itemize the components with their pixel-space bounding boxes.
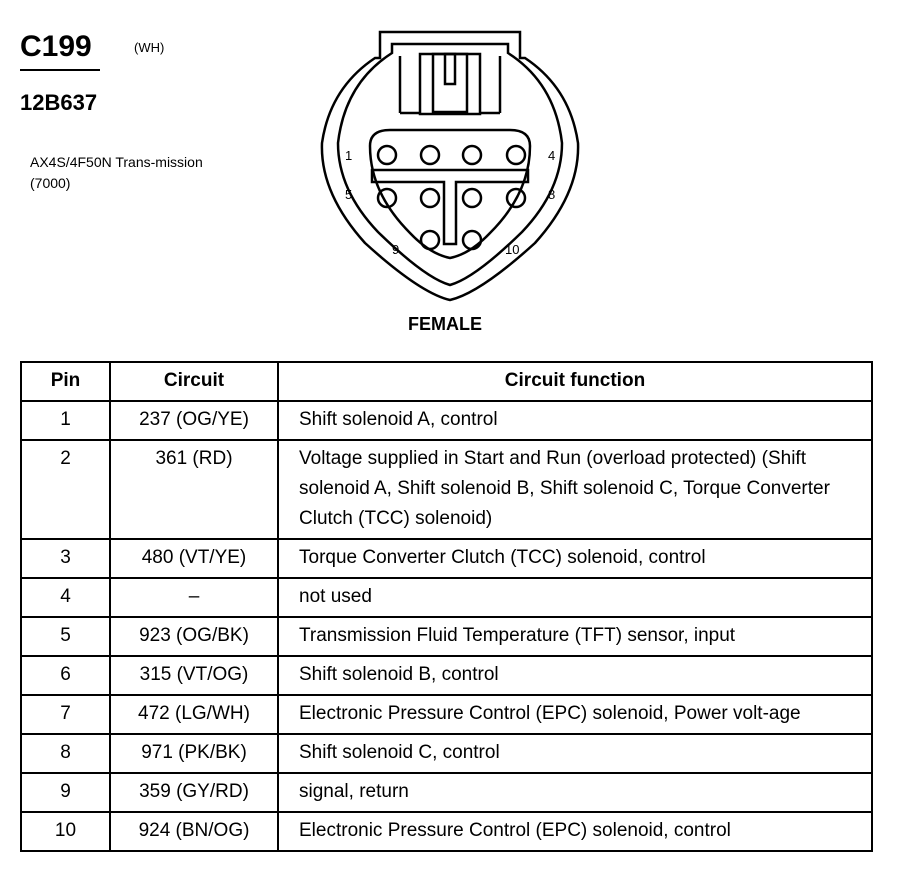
function-cell: Shift solenoid B, control [278,656,872,695]
connector-id-underline [20,69,100,71]
circuit-cell: 359 (GY/RD) [110,773,278,812]
function-cell: signal, return [278,773,872,812]
pin-cell: 1 [21,401,110,440]
pin-cell: 5 [21,617,110,656]
function-cell: Shift solenoid A, control [278,401,872,440]
function-cell: Shift solenoid C, control [278,734,872,773]
circuit-cell: 923 (OG/BK) [110,617,278,656]
circuit-cell: – [110,578,278,617]
pin-cell: 8 [21,734,110,773]
pin-label-1: 1 [345,148,353,163]
pin-cell: 7 [21,695,110,734]
function-cell: Electronic Pressure Control (EPC) solenoid, Power volt-age [278,695,872,734]
function-cell: not used [278,578,872,617]
table-row [21,401,872,440]
circuit-cell: 361 (RD) [110,440,278,539]
table-header-row [21,362,872,401]
connector-face-diagram [300,18,600,308]
pin-label-9: 9 [392,242,400,257]
pin-cell: 4 [21,578,110,617]
function-cell: Torque Converter Clutch (TCC) solenoid, control [278,539,872,578]
table-row [21,656,872,695]
pin-cell: 9 [21,773,110,812]
pinout-table [20,361,873,852]
table-row [21,773,872,812]
table-row [21,578,872,617]
column-header-pin: Pin [21,362,110,401]
column-header-circuit: Circuit [110,362,278,401]
pin-label-4: 4 [548,148,556,163]
connector-description: AX4S/4F50N Trans-mission (7000) [30,154,203,191]
circuit-cell: 315 (VT/OG) [110,656,278,695]
connector-id: C199 [20,30,92,63]
table-row [21,695,872,734]
table-row [21,617,872,656]
table-row [21,440,872,539]
table-row [21,539,872,578]
view-label: FEMALE [408,314,482,334]
circuit-cell: 971 (PK/BK) [110,734,278,773]
connector-housing-outer [322,32,578,300]
connector-color: (WH) [134,40,165,55]
table-row [21,812,872,851]
circuit-cell: 480 (VT/YE) [110,539,278,578]
function-cell: Voltage supplied in Start and Run (overload protected) (Shift solenoid A, Shift solenoid B, Shift solenoid C, Torque Converter Clutch (TCC) solenoid) [278,440,872,539]
pin-cell: 6 [21,656,110,695]
circuit-cell: 924 (BN/OG) [110,812,278,851]
pin-cell: 3 [21,539,110,578]
part-number: 12B637 [20,90,98,115]
circuit-cell: 472 (LG/WH) [110,695,278,734]
function-cell: Electronic Pressure Control (EPC) solenoid, control [278,812,872,851]
pin-cell: 10 [21,812,110,851]
polarization-key [372,170,528,244]
table-row [21,734,872,773]
circuit-cell: 237 (OG/YE) [110,401,278,440]
pin-cell: 2 [21,440,110,539]
pin-label-8: 8 [548,187,556,202]
pin-contacts [378,146,525,249]
pin-label-10: 10 [505,242,520,257]
column-header-function: Circuit function [278,362,872,401]
function-cell: Transmission Fluid Temperature (TFT) sensor, input [278,617,872,656]
pin-label-5: 5 [345,187,353,202]
